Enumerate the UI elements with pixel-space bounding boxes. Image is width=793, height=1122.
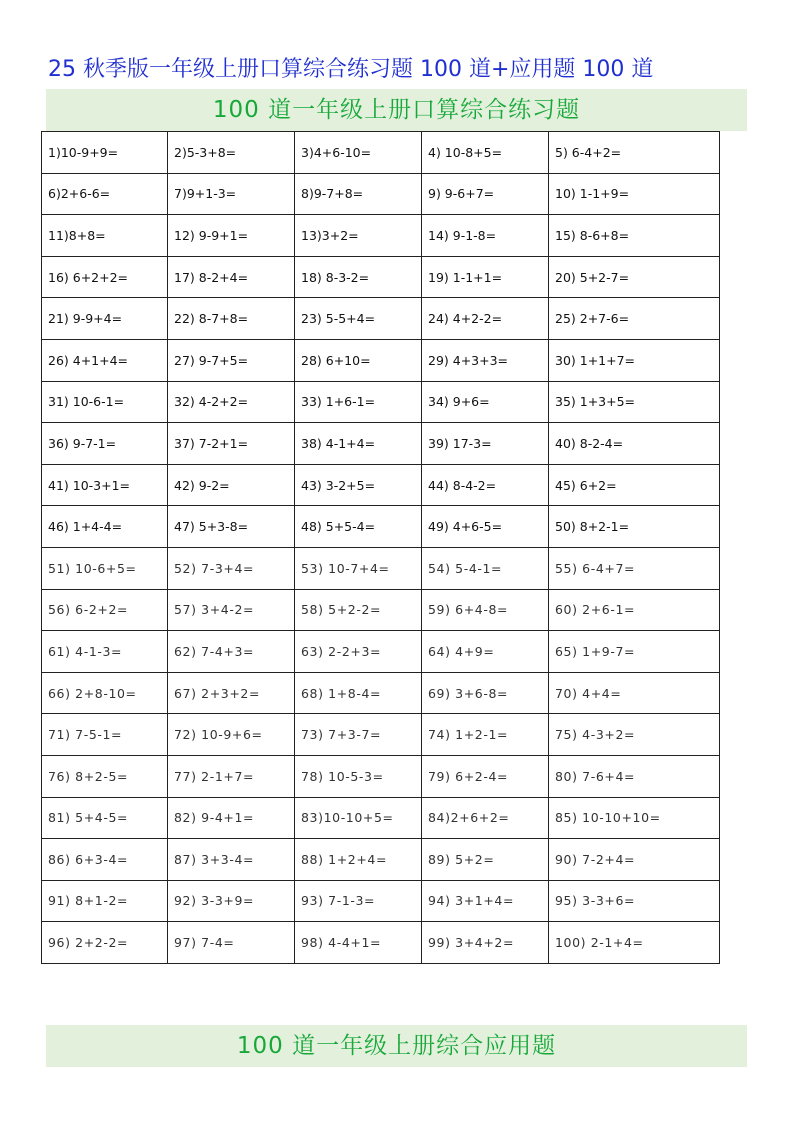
table-row [42,132,720,174]
problem-cell: 20) 5+2-7= [549,256,720,298]
problem-cell: 79) 6+2-4= [422,755,549,797]
problem-cell: 5) 6-4+2= [549,132,720,174]
problem-cell: 2)5-3+8= [168,132,295,174]
problem-cell: 63) 2-2+3= [295,631,422,673]
problem-cell: 93) 7-1-3= [295,880,422,922]
problem-cell: 70) 4+4= [549,672,720,714]
problem-cell: 10) 1-1+9= [549,173,720,215]
problem-cell: 37) 7-2+1= [168,423,295,465]
problem-cell: 16) 6+2+2= [42,256,168,298]
problem-cell: 8)9-7+8= [295,173,422,215]
problem-cell: 27) 9-7+5= [168,339,295,381]
problem-cell: 29) 4+3+3= [422,339,549,381]
problem-cell: 11)8+8= [42,215,168,257]
problem-cell: 65) 1+9-7= [549,631,720,673]
table-row [42,755,720,797]
table-row [42,423,720,465]
problem-cell: 90) 7-2+4= [549,839,720,881]
problem-cell: 48) 5+5-4= [295,506,422,548]
table-row [42,464,720,506]
problem-cell: 88) 1+2+4= [295,839,422,881]
problem-cell: 80) 7-6+4= [549,755,720,797]
problem-cell: 38) 4-1+4= [295,423,422,465]
problem-cell: 49) 4+6-5= [422,506,549,548]
problem-cell: 78) 10-5-3= [295,755,422,797]
problem-cell: 60) 2+6-1= [549,589,720,631]
problem-cell: 9) 9-6+7= [422,173,549,215]
table-row [42,839,720,881]
problem-cell: 73) 7+3-7= [295,714,422,756]
problem-cell: 47) 5+3-8= [168,506,295,548]
problem-table-body [42,132,720,964]
document-title: 25 秋季版一年级上册口算综合练习题 100 道+应用题 100 道 [48,57,654,82]
table-row [42,922,720,964]
problem-cell: 98) 4-4+1= [295,922,422,964]
problem-cell: 89) 5+2= [422,839,549,881]
problem-cell: 75) 4-3+2= [549,714,720,756]
problem-cell: 68) 1+8-4= [295,672,422,714]
problem-cell: 1)10-9+9= [42,132,168,174]
problem-cell: 97) 7-4= [168,922,295,964]
problem-cell: 59) 6+4-8= [422,589,549,631]
word-problems-section-title: 100 道一年级上册综合应用题 [46,1025,747,1067]
problem-cell: 95) 3-3+6= [549,880,720,922]
problem-cell: 18) 8-3-2= [295,256,422,298]
problem-cell: 84)2+6+2= [422,797,549,839]
problem-cell: 86) 6+3-4= [42,839,168,881]
table-row [42,880,720,922]
problem-cell: 42) 9-2= [168,464,295,506]
problem-cell: 66) 2+8-10= [42,672,168,714]
problem-cell: 54) 5-4-1= [422,547,549,589]
problem-cell: 56) 6-2+2= [42,589,168,631]
problem-cell: 40) 8-2-4= [549,423,720,465]
problem-cell: 39) 17-3= [422,423,549,465]
problem-cell: 69) 3+6-8= [422,672,549,714]
problem-cell: 44) 8-4-2= [422,464,549,506]
table-row [42,797,720,839]
problem-cell: 3)4+6-10= [295,132,422,174]
table-row [42,631,720,673]
problem-cell: 85) 10-10+10= [549,797,720,839]
table-row [42,506,720,548]
problem-cell: 83)10-10+5= [295,797,422,839]
table-row [42,672,720,714]
problem-cell: 17) 8-2+4= [168,256,295,298]
problem-cell: 7)9+1-3= [168,173,295,215]
problem-cell: 28) 6+10= [295,339,422,381]
problem-cell: 23) 5-5+4= [295,298,422,340]
problem-cell: 76) 8+2-5= [42,755,168,797]
problem-cell: 57) 3+4-2= [168,589,295,631]
problem-cell: 14) 9-1-8= [422,215,549,257]
table-row [42,173,720,215]
problem-cell: 45) 6+2= [549,464,720,506]
problem-cell: 71) 7-5-1= [42,714,168,756]
table-row [42,547,720,589]
table-row [42,215,720,257]
problem-cell: 82) 9-4+1= [168,797,295,839]
problem-cell: 55) 6-4+7= [549,547,720,589]
table-row [42,714,720,756]
problem-cell: 31) 10-6-1= [42,381,168,423]
problem-cell: 46) 1+4-4= [42,506,168,548]
problem-cell: 21) 9-9+4= [42,298,168,340]
problem-cell: 52) 7-3+4= [168,547,295,589]
problem-cell: 36) 9-7-1= [42,423,168,465]
table-row [42,298,720,340]
problem-cell: 81) 5+4-5= [42,797,168,839]
table-row [42,339,720,381]
problem-cell: 32) 4-2+2= [168,381,295,423]
problem-cell: 22) 8-7+8= [168,298,295,340]
problem-cell: 34) 9+6= [422,381,549,423]
problem-cell: 87) 3+3-4= [168,839,295,881]
table-row [42,381,720,423]
problem-cell: 92) 3-3+9= [168,880,295,922]
problem-cell: 12) 9-9+1= [168,215,295,257]
table-row [42,589,720,631]
problem-cell: 67) 2+3+2= [168,672,295,714]
problem-cell: 13)3+2= [295,215,422,257]
problem-cell: 62) 7-4+3= [168,631,295,673]
problem-cell: 15) 8-6+8= [549,215,720,257]
problem-cell: 99) 3+4+2= [422,922,549,964]
arithmetic-problem-table [41,131,720,964]
problem-cell: 94) 3+1+4= [422,880,549,922]
problem-cell: 50) 8+2-1= [549,506,720,548]
problem-cell: 64) 4+9= [422,631,549,673]
problem-cell: 6)2+6-6= [42,173,168,215]
problem-cell: 74) 1+2-1= [422,714,549,756]
problem-cell: 91) 8+1-2= [42,880,168,922]
problem-cell: 51) 10-6+5= [42,547,168,589]
problem-cell: 100) 2-1+4= [549,922,720,964]
problem-cell: 33) 1+6-1= [295,381,422,423]
problem-cell: 41) 10-3+1= [42,464,168,506]
problem-cell: 35) 1+3+5= [549,381,720,423]
problem-cell: 4) 10-8+5= [422,132,549,174]
problem-cell: 72) 10-9+6= [168,714,295,756]
problem-cell: 96) 2+2-2= [42,922,168,964]
problem-cell: 61) 4-1-3= [42,631,168,673]
table-row [42,256,720,298]
problem-cell: 30) 1+1+7= [549,339,720,381]
problem-cell: 77) 2-1+7= [168,755,295,797]
problem-cell: 24) 4+2-2= [422,298,549,340]
problem-cell: 43) 3-2+5= [295,464,422,506]
problem-cell: 58) 5+2-2= [295,589,422,631]
problem-cell: 26) 4+1+4= [42,339,168,381]
arithmetic-section-title: 100 道一年级上册口算综合练习题 [46,89,747,131]
problem-cell: 19) 1-1+1= [422,256,549,298]
problem-cell: 53) 10-7+4= [295,547,422,589]
problem-cell: 25) 2+7-6= [549,298,720,340]
